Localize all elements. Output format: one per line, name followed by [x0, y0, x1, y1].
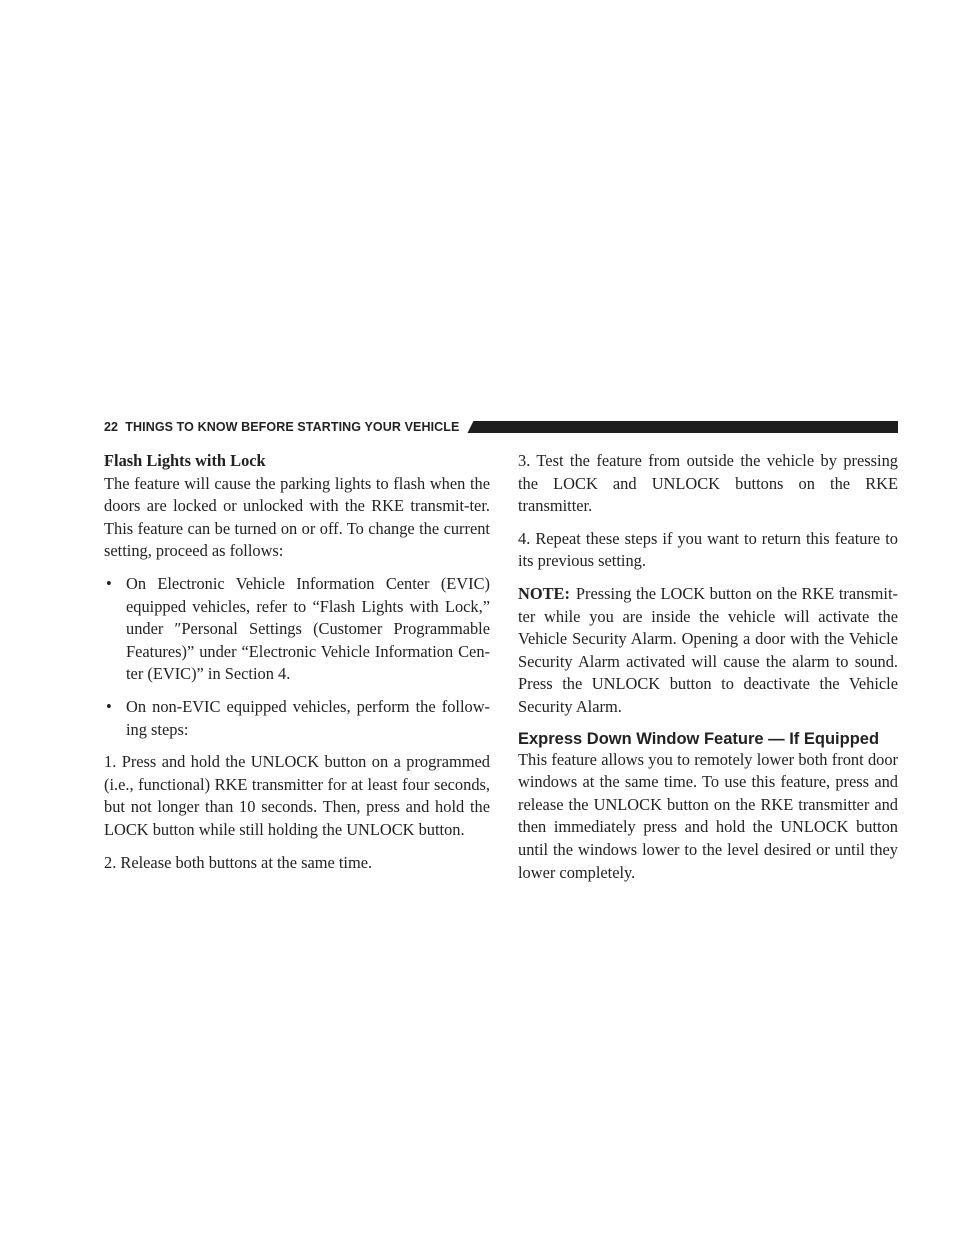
section-body: This feature allows you to remotely lower both front door windows at the same time. To use this feature, press and release the UNLOCK button on the RKE transmitter and then immediately press and hold the UNLOCK button until the windows lower to the level desired or until they lower completely.: [518, 749, 898, 882]
note-label: NOTE:: [518, 583, 570, 603]
bullet-icon: •: [106, 696, 112, 716]
list-item: [104, 696, 490, 741]
header-rule: [467, 421, 898, 433]
bullet-icon: •: [106, 573, 112, 593]
step-3: 3. Test the feature from outside the vehicle by pressing the LOCK and UNLOCK buttons on the RKE transmitter.: [518, 451, 898, 516]
note-text: Pressing the LOCK button on the RKE transmit-ter while you are inside the vehicle will activate the Vehicle Security Alarm. Opening a door with the Vehicle Security Alarm activated will cause the alarm to sound. Press the UNLOCK button to deactivate the Vehicle Security Alarm.: [518, 583, 898, 716]
section-title: THINGS TO KNOW BEFORE STARTING YOUR VEHICLE: [125, 420, 460, 434]
page-header-text: [104, 420, 467, 434]
bullet-text: On Electronic Vehicle Information Center (EVIC) equipped vehicles, refer to “Flash Lights with Lock,” under ″Personal Settings (Customer Programmable Features)” under “Electronic Vehicle Information Cen-ter (EVIC)” in Section 4.: [126, 573, 490, 684]
right-column: [518, 450, 898, 894]
step-4: 4. Repeat these steps if you want to return this feature to its previous setting.: [518, 528, 898, 571]
left-column: [104, 450, 490, 884]
subheading: Flash Lights with Lock: [104, 451, 266, 470]
section-heading: Express Down Window Feature — If Equipped: [518, 729, 880, 748]
note-paragraph: [518, 583, 898, 719]
intro-paragraph: The feature will cause the parking lights to flash when the doors are locked or unlocked with the RKE transmit-ter. This feature can be turned on or off. To change the current setting, proceed as follows:: [104, 473, 490, 561]
bullet-text: On non-EVIC equipped vehicles, perform the follow-ing steps:: [126, 696, 490, 739]
page-header: [104, 419, 898, 435]
list-item: [104, 573, 490, 686]
step-2: 2. Release both buttons at the same time.: [104, 852, 373, 872]
page-number: 22: [104, 420, 119, 434]
step-1: 1. Press and hold the UNLOCK button on a programmed (i.e., functional) RKE transmitter for at least four seconds, but not longer than 10 seconds. Then, press and hold the LOCK button while still holding the UNLOCK button.: [104, 752, 490, 839]
